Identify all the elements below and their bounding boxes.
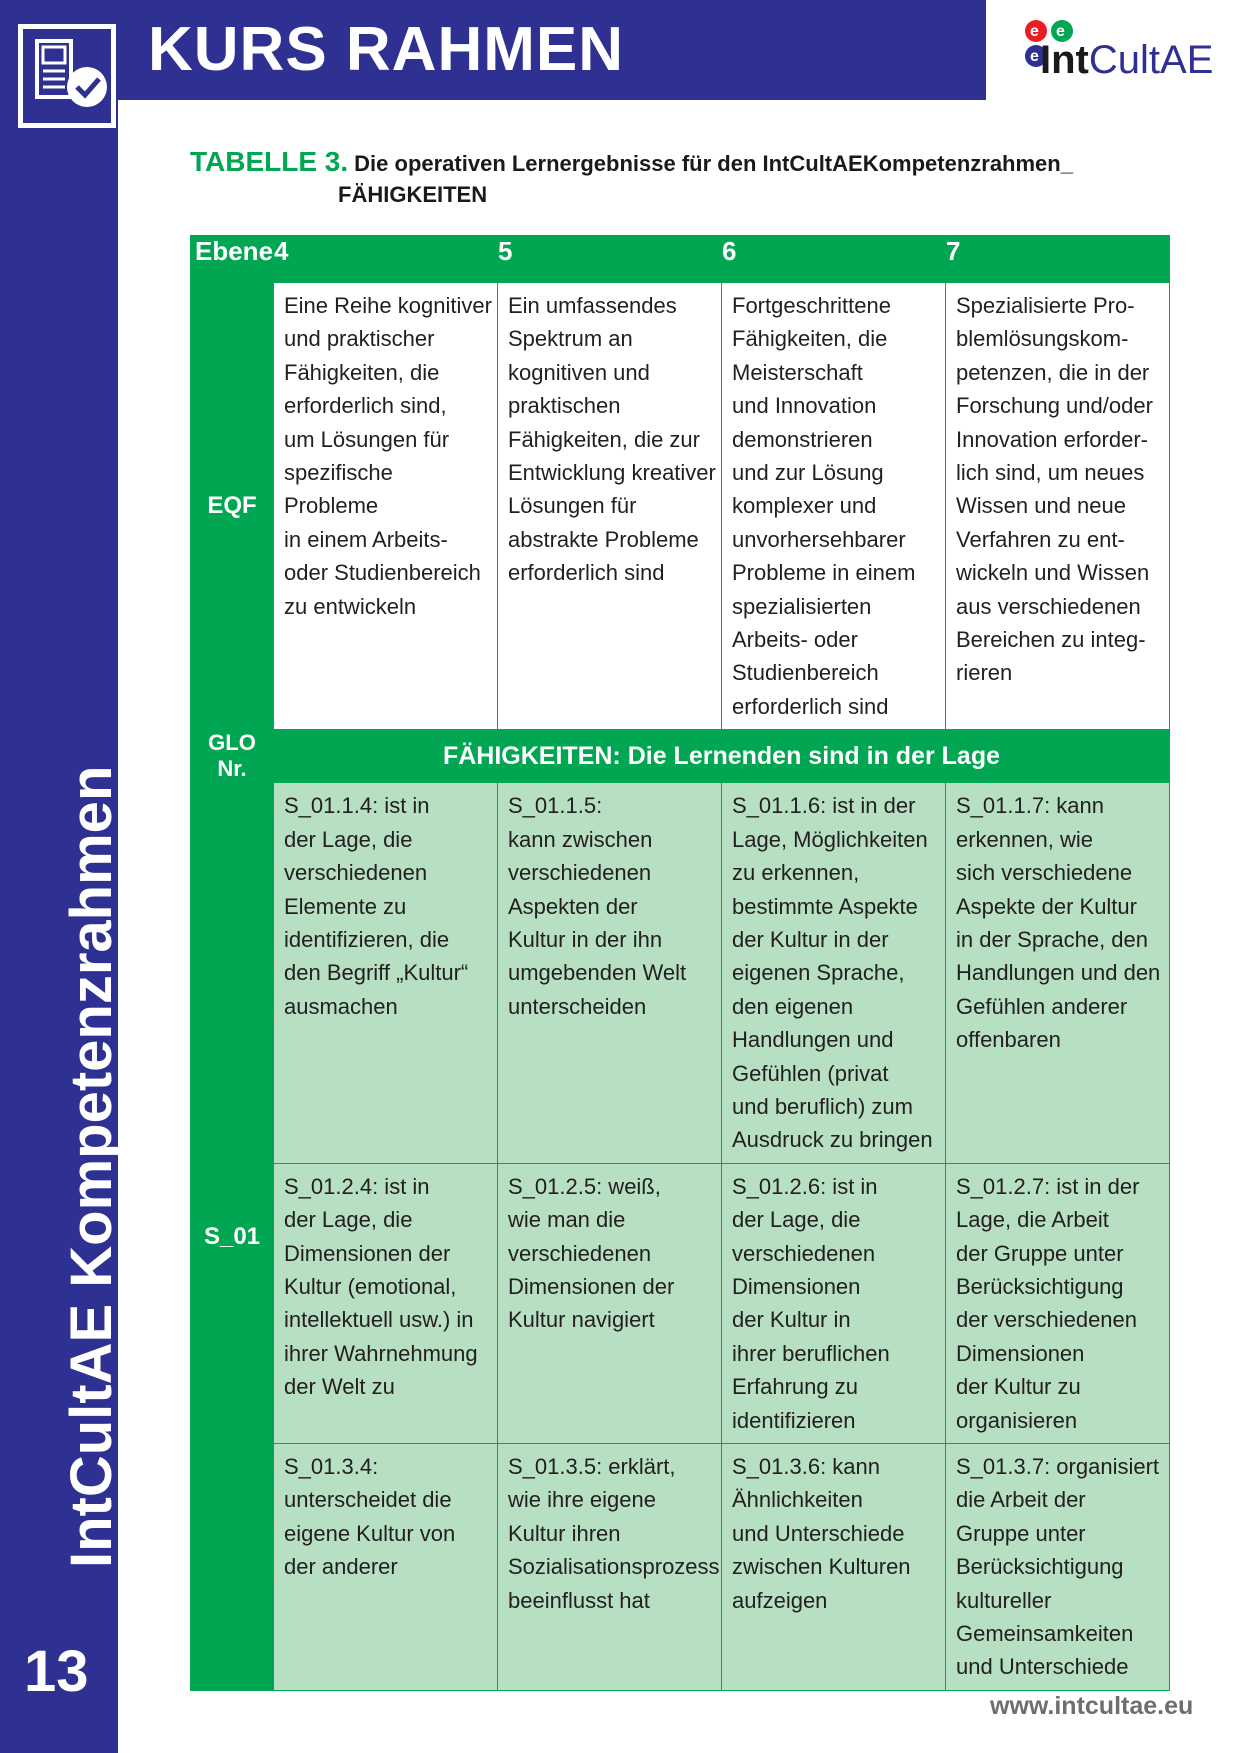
logo-wordmark bbox=[1040, 38, 1213, 82]
page-title: KURS RAHMEN bbox=[148, 15, 624, 84]
eqf-cell-text: Eine Reihe kognitiver und praktischer Fähigkeiten, die erforderlich sind, um Lösungen für spezifische Probleme in einem Arbeits- oder Studienbereich zu entwickeln bbox=[284, 293, 492, 619]
outcome-text: S_01.3.5: erklärt, wie ihre eigene Kultur ihren Sozialisationsprozess beeinflusst hat bbox=[508, 1454, 720, 1613]
outcome-text: S_01.1.4: ist in der Lage, die verschiedenen Elemente zu identifizieren, die den Begriff „Kultur“ ausmachen bbox=[284, 793, 469, 1019]
eqf-cell-text: Fortgeschrittene Fähigkeiten, die Meisterschaft und Innovation demonstrieren und zur Lösung komplexer und unvorhersehbarer Probleme in einem spezialisierten Arbeits- oder Studienbereich erforderlich sind bbox=[732, 293, 916, 719]
glo-header: FÄHIGKEITEN: Die Lernenden sind in der Lage bbox=[274, 730, 1170, 783]
level-header-row bbox=[191, 236, 1170, 283]
level-header-cell: 4 bbox=[274, 236, 498, 283]
eqf-cell-text: Ein umfassendes Spektrum an kognitiven und praktischen Fähigkeiten, die zur Entwicklung kreativer Lösungen für abstrakte Probleme erforderlich sind bbox=[508, 293, 716, 586]
document-check-icon bbox=[18, 24, 116, 128]
outcome-cell bbox=[498, 783, 722, 1163]
table-row bbox=[191, 783, 1170, 1163]
page-number: 13 bbox=[24, 1639, 89, 1704]
outcome-text: S_01.2.5: weiß, wie man die verschiedenen Dimensionen der Kultur navigiert bbox=[508, 1173, 675, 1333]
logo-text-bold: Int bbox=[1040, 38, 1089, 82]
svg-text:e: e bbox=[1030, 48, 1039, 65]
svg-text:e: e bbox=[1056, 23, 1065, 40]
eqf-cell bbox=[498, 283, 722, 730]
glo-header-row bbox=[191, 730, 1170, 783]
footer-url[interactable]: www.intcultae.eu bbox=[990, 1692, 1194, 1720]
outcome-cell bbox=[274, 1163, 498, 1443]
outcome-cell bbox=[722, 1163, 946, 1443]
level-header-cell: 6 bbox=[722, 236, 946, 283]
outcome-text: S_01.1.6: ist in der Lage, Möglichkeiten zu erkennen, bestimmte Aspekte der Kultur in der eigenen Sprache, den eigenen Handlungen und Gefühlen (privat und beruflich) zum Ausdruck zu bringen bbox=[732, 793, 933, 1153]
caption-text-line2: FÄHIGKEITEN bbox=[338, 182, 488, 207]
outcome-cell bbox=[274, 1444, 498, 1691]
sidebar-vertical-title: IntCultAE Kompetenzrahmen bbox=[59, 765, 124, 1568]
level-header-cell: 7 bbox=[946, 236, 1170, 283]
level-header-cell: 5 bbox=[498, 236, 722, 283]
header-bar bbox=[0, 0, 986, 100]
outcome-text: S_01.2.4: ist in der Lage, die Dimensionen der Kultur (emotional, intellektuell usw.) in ihrer Wahrnehmung der Welt zu bbox=[284, 1173, 478, 1400]
outcome-cell bbox=[946, 783, 1170, 1163]
outcome-cell bbox=[946, 1444, 1170, 1691]
outcome-text: S_01.3.7: organisiert die Arbeit der Gruppe unter Berücksichtigung kultureller Gemeinsamkeiten und Unterschiede bbox=[956, 1454, 1160, 1680]
outcome-text: S_01.3.4: unterscheidet die eigene Kultur von der anderer bbox=[284, 1454, 456, 1580]
group-label: S_01 bbox=[191, 783, 274, 1691]
outcome-cell bbox=[274, 783, 498, 1163]
table-row bbox=[191, 1163, 1170, 1443]
eqf-cell bbox=[722, 283, 946, 730]
eqf-row bbox=[191, 283, 1170, 730]
eqf-cell bbox=[946, 283, 1170, 730]
outcome-cell bbox=[722, 1444, 946, 1691]
table-row bbox=[191, 1444, 1170, 1691]
outcome-cell bbox=[722, 783, 946, 1163]
outcome-text: S_01.1.7: kann erkennen, wie sich verschiedene Aspekte der Kultur in der Sprache, den Handlungen und den Gefühlen anderer offenbaren bbox=[956, 793, 1161, 1053]
svg-text:e: e bbox=[1030, 23, 1039, 40]
outcome-cell bbox=[946, 1163, 1170, 1443]
eqf-label: EQF bbox=[191, 283, 274, 730]
outcome-cell bbox=[498, 1163, 722, 1443]
table-caption bbox=[190, 146, 1090, 208]
competence-table bbox=[190, 235, 1170, 1691]
outcome-cell bbox=[498, 1444, 722, 1691]
glo-label: GLO Nr. bbox=[191, 730, 274, 783]
outcome-text: S_01.3.6: kann Ähnlichkeiten und Unterschiede zwischen Kulturen aufzeigen bbox=[732, 1454, 911, 1613]
outcome-text: S_01.2.6: ist in der Lage, die verschiedenen Dimensionen der Kultur in ihrer beruflichen Erfahrung zu identifizieren bbox=[732, 1173, 890, 1433]
eqf-cell-text: Spezialisierte Pro- blemlösungskom- petenzen, die in der Forschung und/oder Innovation erforder- lich sind, um neues Wissen und neue Verfahren zu ent- wickeln und Wissen aus verschiedenen Bereichen zu integ- rieren bbox=[956, 293, 1153, 686]
caption-text: Die operativen Lernergebnisse für den IntCultAEKompetenzrahmen_ bbox=[354, 151, 1073, 176]
eqf-cell bbox=[274, 283, 498, 730]
outcome-text: S_01.2.7: ist in der Lage, die Arbeit der Gruppe unter Berücksichtigung der verschiedenen Dimensionen der Kultur zu organisieren bbox=[956, 1173, 1140, 1433]
caption-label: TABELLE 3. bbox=[190, 146, 349, 177]
outcome-text: S_01.1.5: kann zwischen verschiedenen Aspekten der Kultur in der ihn umgebenden Welt unterscheiden bbox=[508, 793, 687, 1019]
level-header-label: Ebene bbox=[191, 236, 274, 283]
logo-text-regular: CultAE bbox=[1088, 38, 1214, 82]
